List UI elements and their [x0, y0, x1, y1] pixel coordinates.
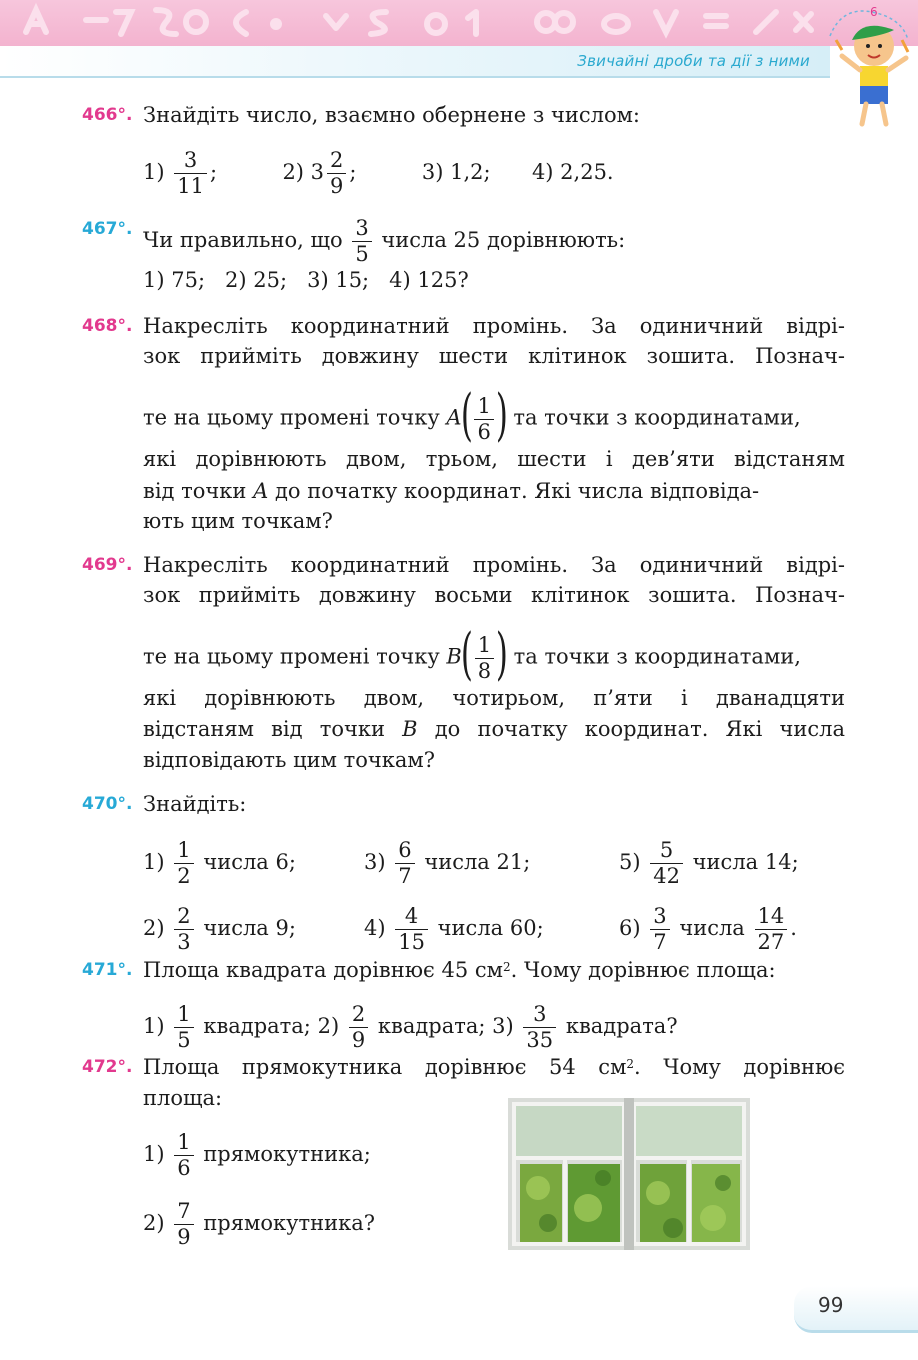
option-label: 2) 3: [282, 160, 325, 184]
fraction: [650, 904, 669, 955]
problem-468-number: 468°.: [82, 316, 133, 336]
option-text: числа 14;: [692, 850, 799, 874]
option-text: числа 21;: [424, 850, 531, 874]
text-part: Площа квадрата дорівнює 45 см: [143, 958, 503, 982]
problem-467-number: 467°.: [82, 219, 133, 239]
problem-469-line2: зок прийміть довжину восьми клітинок зошита. Познач-: [143, 583, 845, 607]
problem-466-options: [143, 148, 614, 199]
mascot-illustration: [822, 0, 918, 130]
option-text: квадрата?: [565, 1014, 678, 1038]
problem-469-line4: які дорівнюють двом, чотирьом, п’яти і дванадцяти: [143, 686, 845, 710]
problem-470-item-5: [619, 838, 799, 889]
right-paren: ): [495, 622, 509, 687]
option-label: 6): [619, 916, 641, 940]
denominator: 15: [398, 930, 425, 954]
numerator: 7: [174, 1199, 193, 1225]
point-label: A: [446, 405, 462, 430]
left-paren: (: [460, 622, 473, 687]
numerator: 6: [395, 838, 414, 864]
fraction: [174, 1130, 193, 1181]
period: .: [790, 916, 797, 940]
fraction: [174, 904, 193, 955]
problem-472-line2: площа:: [143, 1086, 223, 1110]
problem-468-line5: [143, 478, 759, 504]
option-label: 4): [364, 916, 386, 940]
problem-472-number: 472°.: [82, 1057, 133, 1077]
fraction: [523, 1002, 556, 1053]
problem-468-line6: ють цим точкам?: [143, 509, 333, 533]
denominator: 9: [351, 1028, 366, 1052]
option-label: 5): [619, 850, 641, 874]
text-part: те на цьому промені точку: [143, 405, 440, 430]
fraction: [174, 148, 207, 199]
fraction: [352, 216, 371, 267]
option-text: числа 60;: [437, 916, 544, 940]
numerator: 5: [650, 838, 683, 864]
page-number-tab: [794, 1286, 918, 1333]
problem-470-item-3: [364, 838, 530, 889]
text-part: та точки з координатами,: [513, 405, 801, 430]
window-photo: [508, 1098, 750, 1250]
problem-471-options: [143, 1002, 678, 1053]
denominator: 6: [177, 1156, 191, 1180]
option-text: 3) 1,2;: [421, 160, 491, 184]
numerator: 2: [174, 904, 193, 930]
math-symbols-decoration: [6, 2, 826, 44]
option-text: 4) 2,25.: [531, 160, 614, 184]
option-text: квадрата;: [203, 1014, 311, 1038]
section-title: Звичайні дроби та дії з ними: [577, 52, 810, 70]
text-part: від точки: [143, 479, 247, 503]
option-text: числа 6;: [203, 850, 296, 874]
problem-469-line6: відповідають цим точкам?: [143, 748, 436, 772]
text-part: відстаням від точки: [143, 717, 385, 741]
fraction: [174, 1002, 193, 1053]
separator: ;: [209, 160, 218, 184]
problem-468-line3: [143, 383, 801, 448]
numerator: 14: [755, 904, 788, 930]
separator: ;: [349, 160, 357, 184]
fraction: [474, 394, 493, 445]
option-label: 1): [143, 1014, 165, 1038]
option-label: 3): [364, 850, 386, 874]
problem-468-line4: які дорівнюють двом, трьом, шести і дев’яти відстаням: [143, 447, 845, 471]
text-part: Чи правильно, що: [143, 228, 343, 252]
numerator: 4: [395, 904, 428, 930]
mascot-number: 6: [870, 5, 878, 19]
option-label: 2): [143, 916, 165, 940]
text-part: . Чому дорівнює: [634, 1055, 846, 1079]
fraction: [327, 148, 346, 199]
problem-467-options: 1) 75; 2) 25; 3) 15; 4) 125?: [143, 268, 469, 292]
numerator: 1: [474, 394, 493, 420]
left-paren: (: [460, 383, 473, 448]
option-text: прямокутника?: [203, 1211, 375, 1235]
option-label: 3): [492, 1014, 514, 1038]
point-label: B: [402, 717, 418, 741]
problem-470-item-2: [143, 904, 296, 955]
denominator: 9: [177, 1225, 191, 1249]
option-text: числа 9;: [203, 916, 296, 940]
option-label: 1): [143, 1142, 165, 1166]
denominator: 42: [653, 864, 680, 888]
denominator: 35: [526, 1028, 554, 1052]
problem-467-text: [143, 216, 625, 267]
option-text: прямокутника;: [203, 1142, 371, 1166]
problem-472-item-1: [143, 1130, 371, 1181]
problem-472-item-2: [143, 1199, 375, 1250]
option-text: числа: [679, 916, 745, 940]
numerator: 2: [349, 1002, 368, 1028]
numerator: 1: [174, 838, 193, 864]
text-part: до початку координат. Які числа: [434, 717, 845, 741]
fraction: [349, 1002, 368, 1053]
point-label: A: [253, 479, 269, 503]
option-label: 2): [143, 1211, 165, 1235]
problem-469-line5: [143, 716, 845, 742]
problem-469-line1: Накресліть координатний промінь. За одиничний відрі-: [143, 553, 845, 577]
denominator: 2: [177, 864, 191, 888]
problem-471-number: 471°.: [82, 960, 133, 980]
option-label: 1): [143, 850, 165, 874]
denominator: 11: [177, 174, 204, 198]
text-part: Площа прямокутника дорівнює 54 см: [143, 1055, 627, 1079]
denominator: 8: [477, 658, 492, 683]
denominator: 7: [398, 864, 412, 888]
fraction: [395, 904, 428, 955]
denominator: 27: [757, 930, 785, 954]
numerator: 1: [174, 1130, 193, 1156]
denominator: 9: [330, 174, 344, 198]
denominator: 7: [653, 930, 667, 954]
text-part: числа 25 дорівнюють:: [381, 228, 626, 252]
numerator: 1: [174, 1002, 193, 1028]
denominator: 5: [177, 1028, 191, 1052]
problem-470-item-4: [364, 904, 544, 955]
fraction: [475, 633, 494, 684]
superscript: 2: [502, 960, 511, 974]
fraction: [650, 838, 683, 889]
denominator: 3: [177, 930, 191, 954]
numerator: 2: [327, 148, 346, 174]
numerator: 3: [174, 148, 207, 174]
problem-471-text: [143, 957, 776, 983]
problem-472-text: [143, 1054, 845, 1080]
right-paren: ): [495, 383, 508, 448]
option-label: 2): [317, 1014, 340, 1038]
problem-469-number: 469°.: [82, 555, 133, 575]
problem-466-text: Знайдіть число, взаємно обернене з числом:: [143, 103, 640, 127]
header-banner: [0, 0, 918, 46]
problem-468-line1: Накресліть координатний промінь. За одиничний відрі-: [143, 314, 845, 338]
numerator: 3: [523, 1002, 556, 1028]
text-part: до початку координат. Які числа відповіда-: [274, 479, 760, 503]
text-part: . Чому дорівнює площа:: [510, 958, 776, 982]
numerator: 1: [475, 633, 494, 659]
fraction: [395, 838, 414, 889]
problem-469-line3: [143, 622, 801, 687]
denominator: 5: [355, 242, 369, 266]
page-number: 99: [818, 1293, 844, 1317]
problem-470-text: Знайдіть:: [143, 792, 247, 816]
option-label: 1): [143, 160, 165, 184]
problem-470-number: 470°.: [82, 794, 133, 814]
fraction: [174, 1199, 193, 1250]
fraction: [755, 904, 788, 955]
problem-470-item-6: [619, 904, 797, 955]
fraction: [174, 838, 193, 889]
superscript: 2: [626, 1057, 635, 1071]
denominator: 6: [477, 419, 491, 444]
point-label: B: [446, 644, 462, 669]
text-part: те на цьому промені точку: [143, 644, 440, 669]
numerator: 3: [352, 216, 371, 242]
text-part: та точки з координатами,: [513, 644, 801, 669]
option-text: квадрата;: [377, 1014, 486, 1038]
numerator: 3: [650, 904, 669, 930]
problem-466-number: 466°.: [82, 105, 133, 125]
problem-470-item-1: [143, 838, 296, 889]
problem-468-line2: зок прийміть довжину шести клітинок зошита. Познач-: [143, 344, 845, 368]
